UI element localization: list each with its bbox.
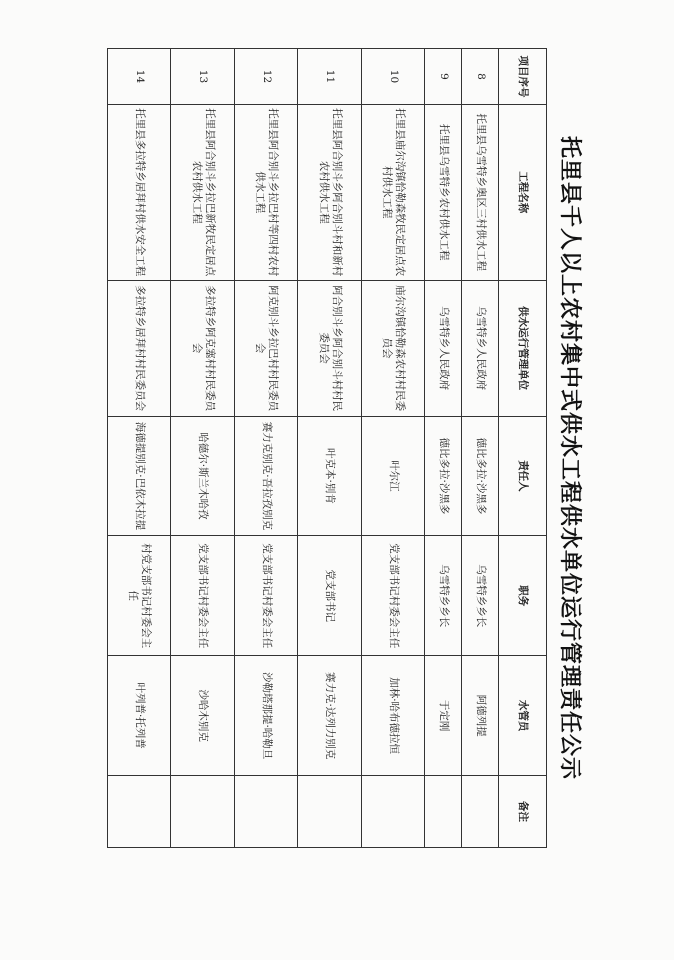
remarks: [234, 776, 297, 848]
header-management-unit: 供水运行管理单位: [499, 280, 547, 416]
position: 乌雪特乡乡长: [462, 536, 499, 656]
document-title: 托里县千人以上农村集中式供水工程供水单位运行管理责任公示: [557, 135, 583, 780]
position: 党支部书记村委会主任: [234, 536, 297, 656]
responsibility-table: [107, 48, 547, 848]
row-index: 12: [234, 49, 297, 105]
water-manager: 沙勒塔那提·哈勒旦: [234, 656, 297, 776]
position: 乌雪特乡乡长: [425, 536, 462, 656]
remarks: [171, 776, 234, 848]
remarks: [425, 776, 462, 848]
header-responsible-person: 责任人: [499, 416, 547, 536]
row-index: 13: [171, 49, 234, 105]
position: 党支部书记: [298, 536, 361, 656]
header-position: 职务: [499, 536, 547, 656]
position: 村党支部书记村委会主任: [108, 536, 172, 656]
management-unit: 多拉特乡阿克塞村村民委员会: [171, 280, 234, 416]
table-row: [171, 49, 234, 848]
water-manager: 叶列普·托列普: [108, 656, 172, 776]
water-manager: 加林·哈布德拉恒: [361, 656, 424, 776]
remarks: [361, 776, 424, 848]
project-name: 托里县阿合别斗乡拉巴新牧民定居点农村供水工程: [171, 104, 234, 280]
table-row: [361, 49, 424, 848]
management-unit: 乌雪特乡人民政府: [462, 280, 499, 416]
header-water-manager: 水管员: [499, 656, 547, 776]
project-name: 托里县庙尔沟镇恰勒森牧民定居点农村供水工程: [361, 104, 424, 280]
water-manager: 阿德列提: [462, 656, 499, 776]
project-name: 托里县乌雪特乡农村供水工程: [425, 104, 462, 280]
responsible-person: 海德提别克·巴依木拉提: [108, 416, 172, 536]
water-manager: 赛力克·达列力别克: [298, 656, 361, 776]
project-name: 托里县阿合别斗乡阿合别斗村和新村农村供水工程: [298, 104, 361, 280]
management-unit: 庙尔沟镇恰勒森农村村民委员会: [361, 280, 424, 416]
table-row: [462, 49, 499, 848]
responsible-person: 叶克本·别肯: [298, 416, 361, 536]
responsible-person: 哈德尔·斯兰木哈孜: [171, 416, 234, 536]
rotated-document: [27, 48, 587, 868]
responsible-person: 赛力克别克·吾拉孜别克: [234, 416, 297, 536]
table-row: [234, 49, 297, 848]
water-manager: 于定刚: [425, 656, 462, 776]
water-manager: 沙哈木别克: [171, 656, 234, 776]
management-unit: 乌雪特乡人民政府: [425, 280, 462, 416]
management-unit: 多拉特乡居拜村村民委员会: [108, 280, 172, 416]
header-remarks: 备注: [499, 776, 547, 848]
remarks: [462, 776, 499, 848]
row-index: 10: [361, 49, 424, 105]
remarks: [108, 776, 172, 848]
position: 党支部书记村委会主任: [361, 536, 424, 656]
management-unit: 阿克别斗乡拉巴村村民委员会: [234, 280, 297, 416]
responsible-person: 叶尔江: [361, 416, 424, 536]
project-name: 托里县多拉特乡居拜村供水安全工程: [108, 104, 172, 280]
row-index: 8: [462, 49, 499, 105]
row-index: 11: [298, 49, 361, 105]
management-unit: 阿合别斗乡阿合别斗村村民委员会: [298, 280, 361, 416]
project-name: 托里县乌雪特乡奥区三村供水工程: [462, 104, 499, 280]
table-row: [298, 49, 361, 848]
row-index: 9: [425, 49, 462, 105]
table-row: [108, 49, 172, 848]
table-header-row: [499, 49, 547, 848]
table-row: [425, 49, 462, 848]
remarks: [298, 776, 361, 848]
header-project-name: 工程名称: [499, 104, 547, 280]
row-index: 14: [108, 49, 172, 105]
header-index: 项目序号: [499, 49, 547, 105]
project-name: 托里县阿合别斗乡拉巴村等四村农村供水工程: [234, 104, 297, 280]
responsible-person: 德比多拉·沙黑多: [462, 416, 499, 536]
responsible-person: 德比多拉·沙黑多: [425, 416, 462, 536]
position: 党支部书记村委会主任: [171, 536, 234, 656]
